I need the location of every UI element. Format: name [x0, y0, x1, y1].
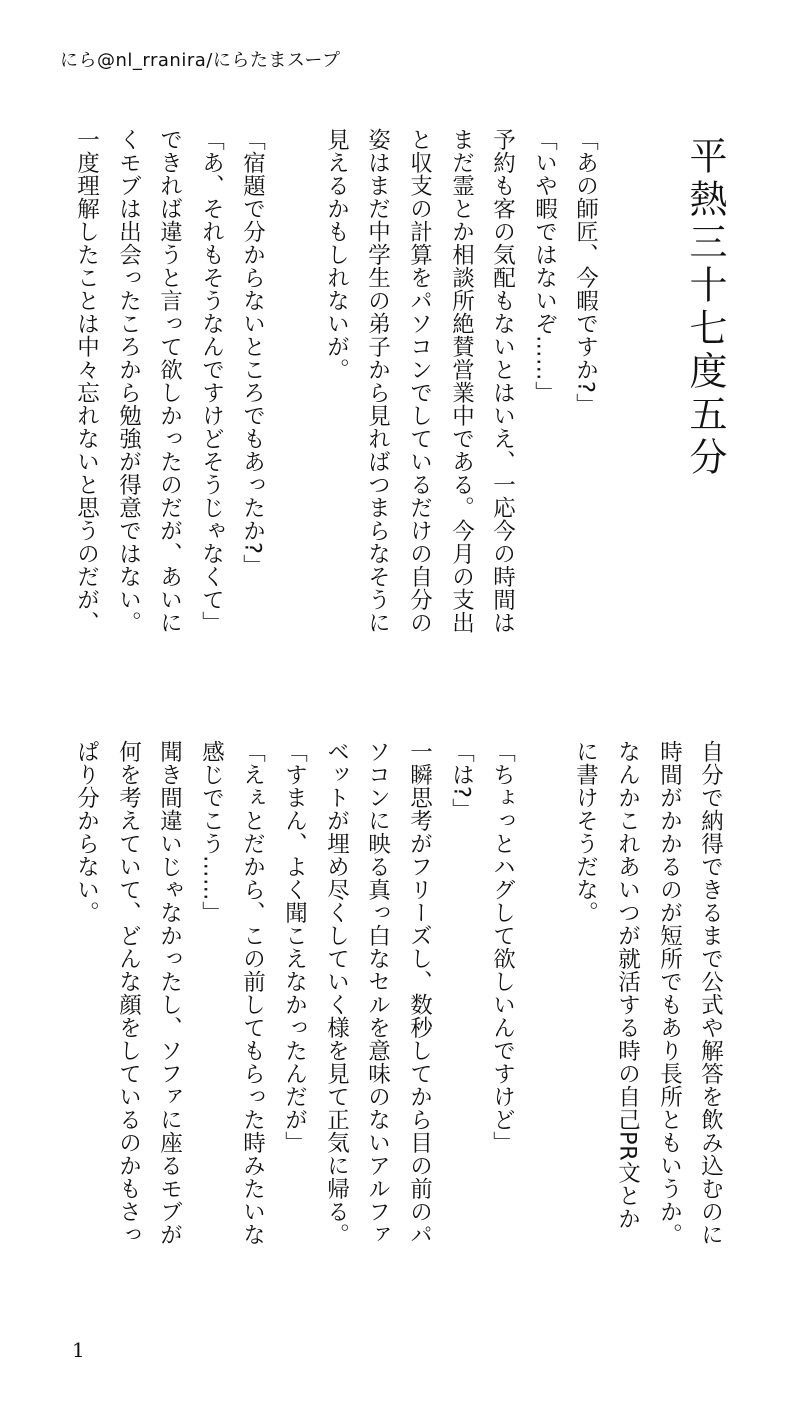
text-line: 「えぇとだから、この前してもらった時みたいな	[239, 740, 266, 1246]
text-line: 自分で納得できるまで公式や解答を飲み込むのに	[697, 740, 724, 1246]
text-line: 「は?」	[448, 740, 475, 822]
text-line: 「ちょっとハグして欲しいんですけど」	[489, 740, 516, 1154]
text-line: ソコンに映る真っ白なセルを意味のないアルファ	[364, 740, 391, 1246]
text-line: 「いや暇ではないぞ……」	[531, 128, 558, 404]
text-line: 「あ、それもそうなんですけどそうじゃなくて」	[198, 128, 225, 634]
text-line: 見えるかもしれないが。	[323, 128, 350, 381]
text-line: 何を考えていて、どんな顔をしているのかもさっ	[115, 740, 142, 1246]
text-line: できれば違うと言って欲しかったのだが、あいに	[156, 128, 183, 634]
text-line: 時間がかかるのが短所でもあり長所ともいうか。	[656, 740, 683, 1246]
text-line: に書けそうだな。	[572, 740, 599, 924]
story-title: 平熱三十七度五分	[683, 136, 727, 480]
text-line: まだ霊とか相談所絶賛営業中である。今月の支出	[448, 128, 475, 634]
text-line: 姿はまだ中学生の弟子から見ればつまらなそうに	[364, 128, 391, 634]
text-line: ベットが埋め尽くしていく様を見て正気に帰る。	[323, 740, 350, 1246]
author-header: にら@nl_rranira/にらたまスープ	[60, 50, 341, 71]
text-line: くモブは出会ったころから勉強が得意ではない。	[115, 128, 142, 634]
text-line: 一瞬思考がフリーズし、数秒してから目の前のパ	[406, 740, 433, 1246]
text-line: 予約も客の気配もないとはいえ、一応今の時間は	[489, 128, 516, 634]
text-line: 感じでこう……」	[198, 740, 225, 924]
page-number: 1	[72, 1338, 85, 1362]
text-line: 聞き間違いじゃなかったし、ソファに座るモブが	[156, 740, 183, 1246]
text-line: と収支の計算をパソコンでしているだけの自分の	[406, 128, 433, 634]
text-line: なんかこれあいつが就活する時の自己PR文とか	[614, 740, 641, 1231]
text-line: 「あの師匠、今暇ですか?」	[572, 128, 599, 417]
text-line: ぱり分からない。	[73, 740, 100, 924]
text-line: 「宿題で分からないところでもあったか?」	[239, 128, 266, 578]
text-line: 一度理解したことは中々忘れないと思うのだが、	[73, 128, 100, 634]
text-line: 「すまん、よく聞こえなかったんだが」	[281, 740, 308, 1154]
